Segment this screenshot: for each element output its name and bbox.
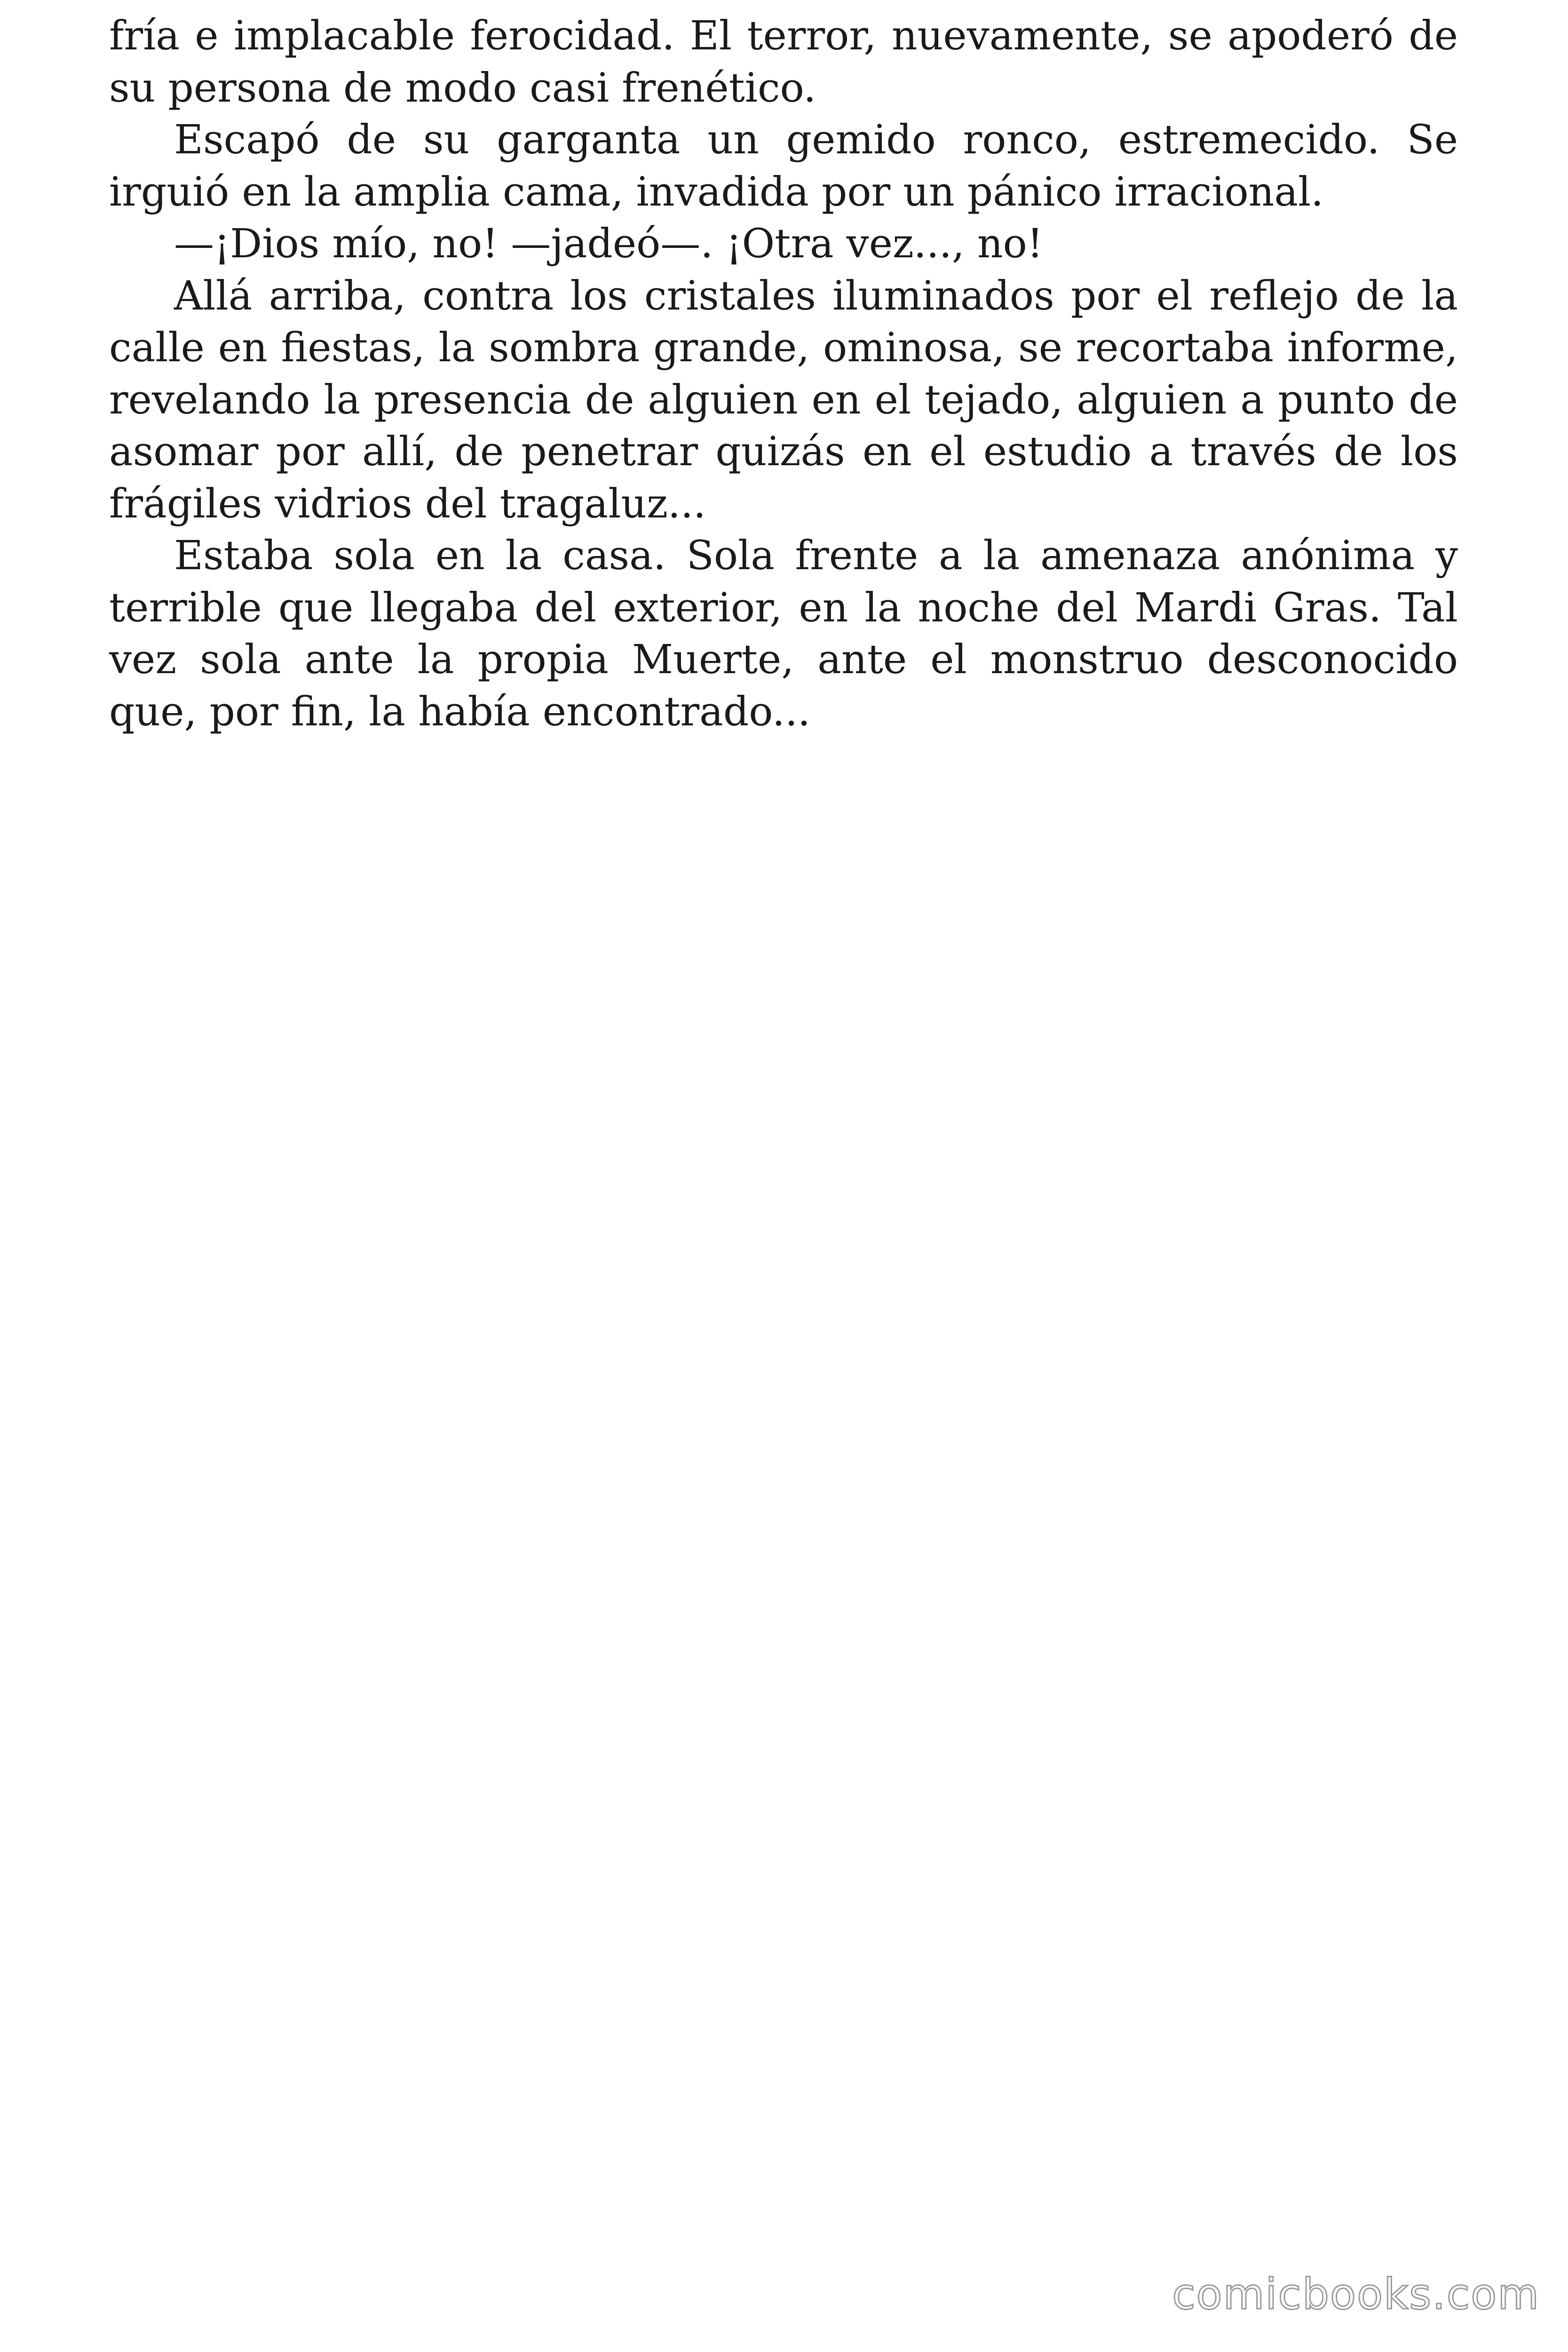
watermark: comicbooks.com [1172,2270,1540,2319]
paragraph: Escapó de su garganta un gemido ronco, estremecido. Se irguió en la amplia cama, invadida por un pánico irracional. [109,117,1458,215]
paragraph: Estaba sola en la casa. Sola frente a la amenaza anónima y terrible que llegaba del exterior, en la noche del Mardi Gras. Tal vez sola ante la propia Muerte, ante el monstruo desconocido que, por fin, la había encontrado... [109,532,1458,735]
dialogue-paragraph: —¡Dios mío, no! —jadeó—. ¡Otra vez..., no! [174,221,1043,267]
paragraph-continuation: fría e implacable ferocidad. El terror, nuevamente, se apoderó de su persona de modo casi frenético. [109,13,1458,111]
paragraph: Allá arriba, contra los cristales iluminados por el reflejo de la calle en fiestas, la sombra grande, ominosa, se recortaba informe, revelando la presencia de alguien en el tejado, alguien a punto de asomar por allí, de penetrar quizás en el estudio a través de los frágiles vidrios del tragaluz... [109,272,1458,527]
body-text [109,10,1458,738]
